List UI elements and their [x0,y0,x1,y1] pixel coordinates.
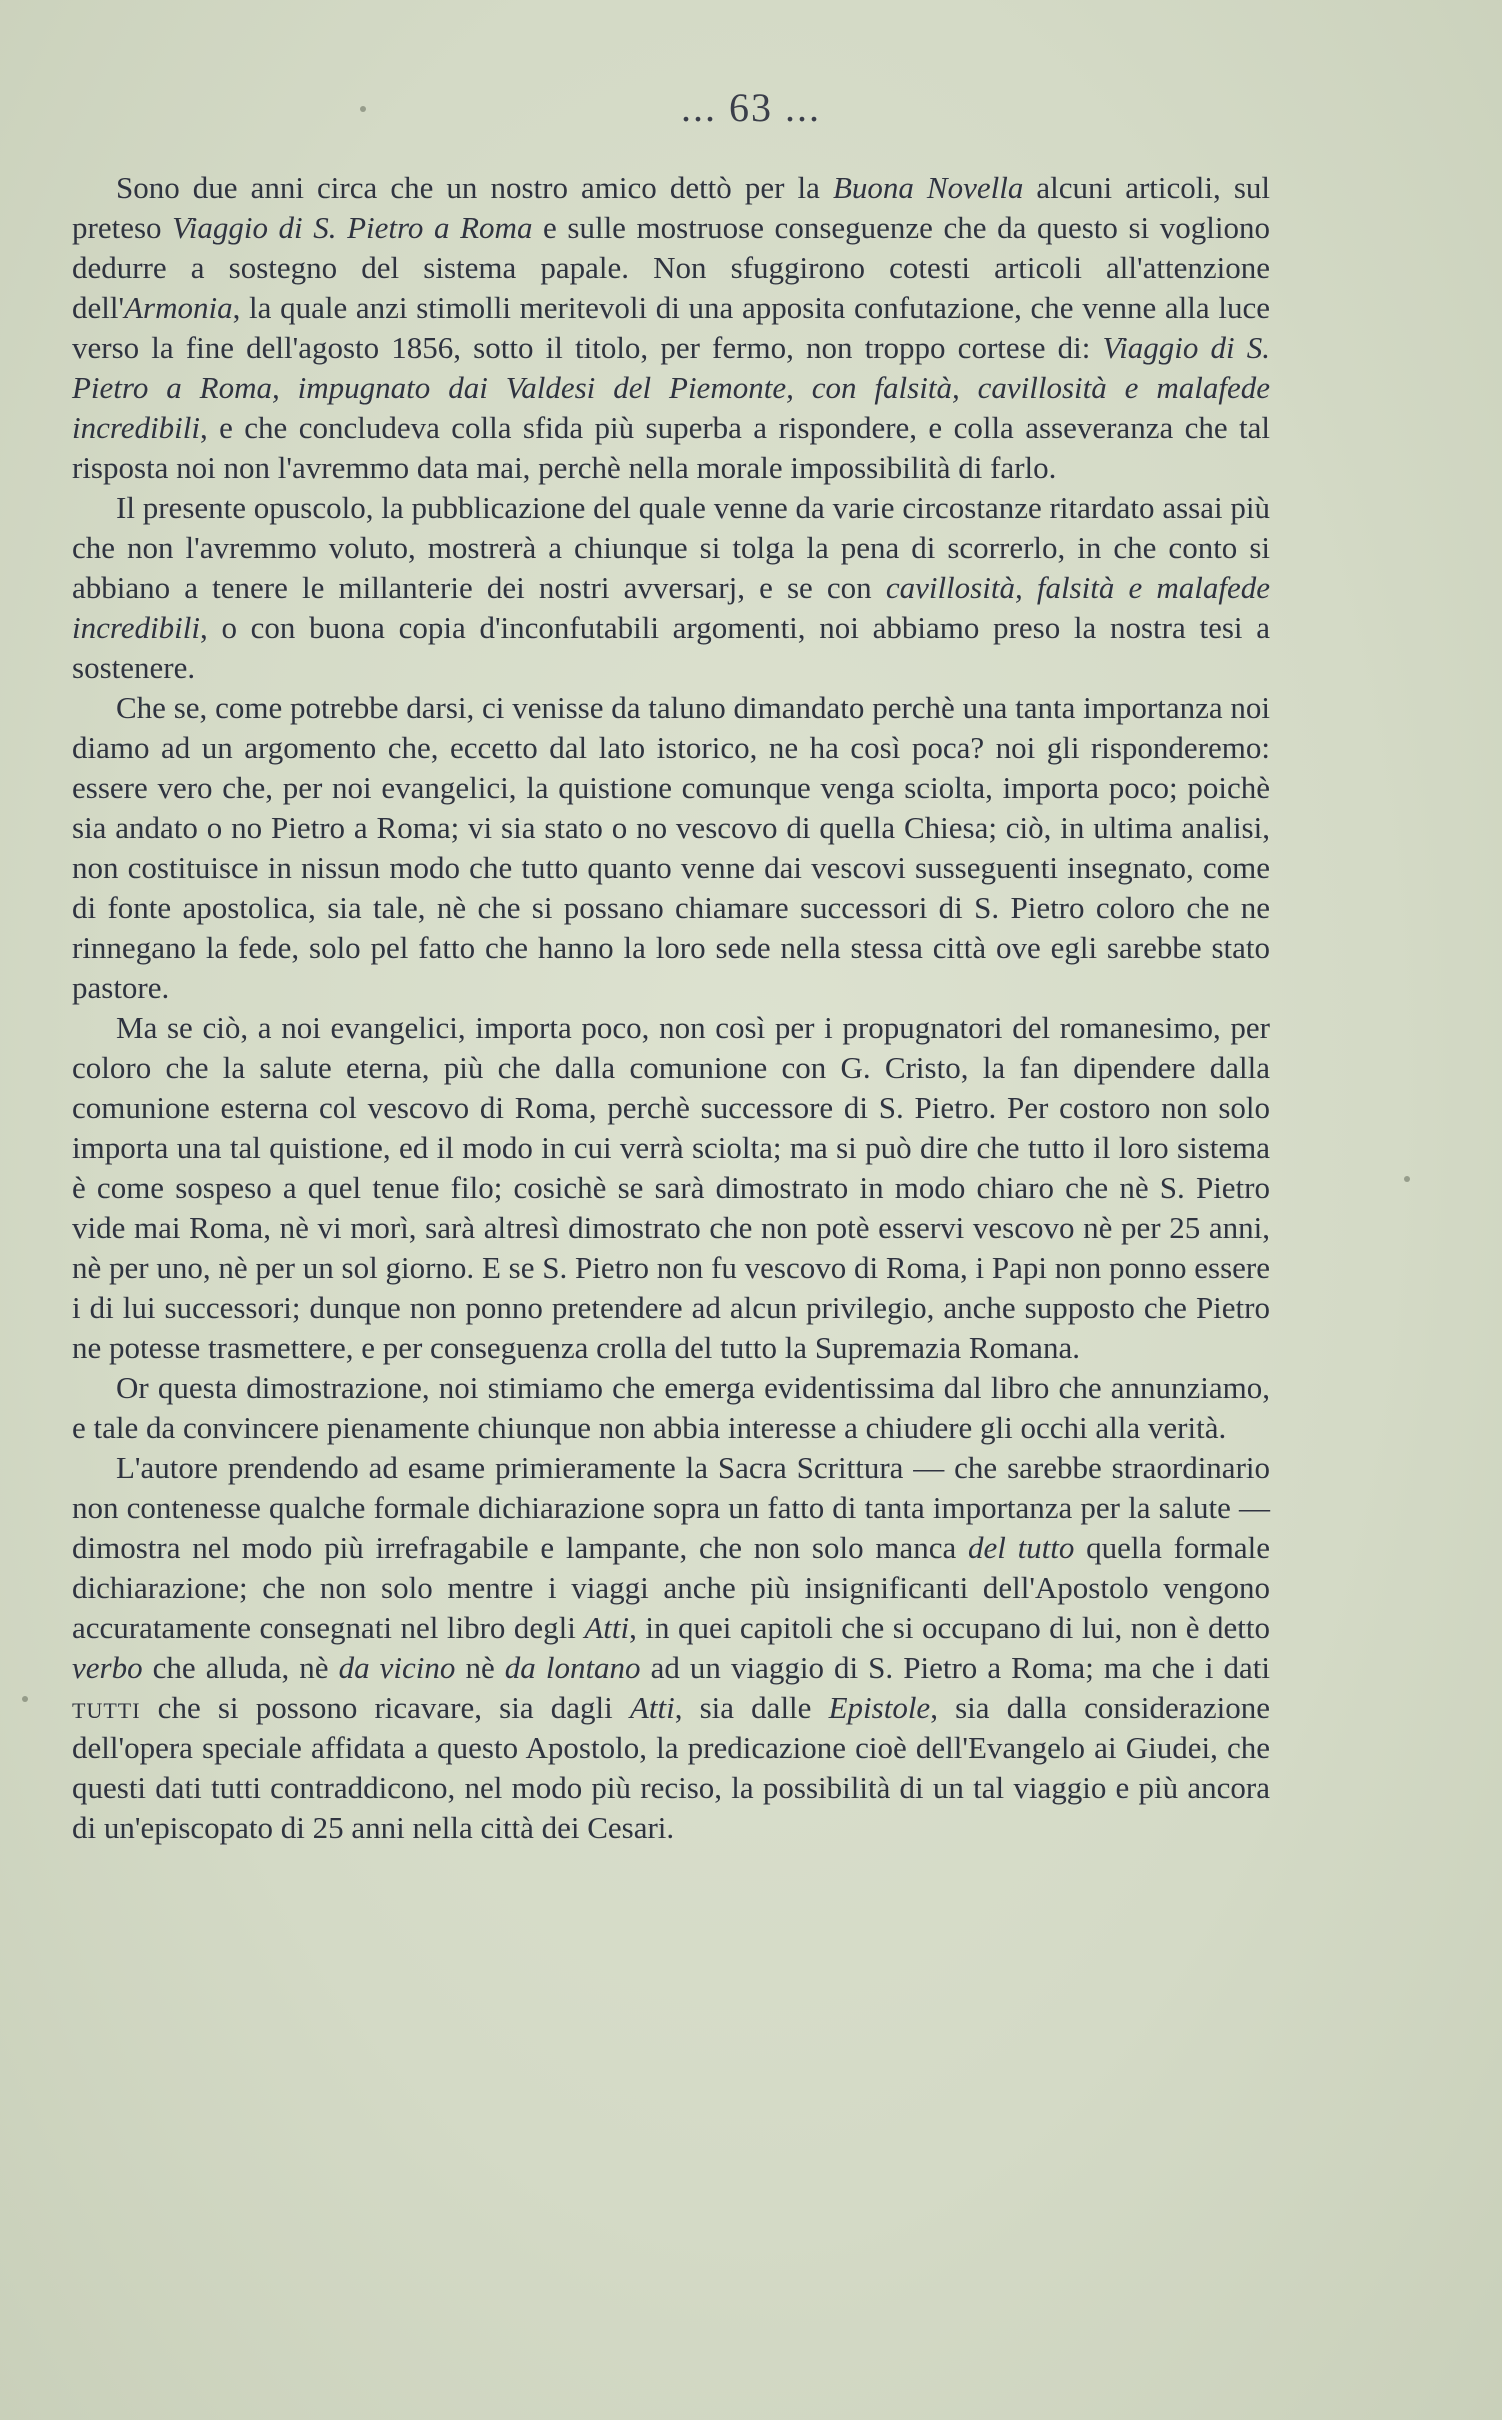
paragraph [72,168,1270,488]
text-run: Or questa dimostrazione, noi stimiamo che emerga evidentissima dal libro che annunziamo, e tale da convincere pienamente chiunque non abbia interesse a chiudere gli occhi alla verità. [72,1370,1270,1445]
italic-text: Viaggio di S. Pietro a Roma [172,210,533,245]
paragraph [72,488,1270,688]
small-caps-text: tutti [72,1690,141,1725]
text-run: , o con buona copia d'inconfutabili argomenti, noi abbiamo preso la nostra tesi a sostenere. [72,610,1270,685]
page-speck [22,1696,28,1702]
text-run: quella formale dichiarazione; che non solo mentre i viaggi anche più insignificanti dell'Apostolo vengono accuratamente consegnati nel libro degli [72,1530,1270,1645]
text-run: che si possono ricavare, sia dagli [140,1690,630,1725]
text-run: ad un viaggio di S. Pietro a Roma; ma che i dati [640,1650,1271,1685]
text-run: , in quei capitoli che si occupano di lui, non è detto [629,1610,1270,1645]
text-run: Sono due anni circa che un nostro amico dettò per la [116,170,833,205]
text-run: Il presente opuscolo, la pubblicazione del quale venne da varie circostanze ritardato assai più che non l'avremmo voluto, mostrerà a chiunque si tolga la pena di scorrerlo, in che conto si abbiano a tenere le millanterie dei nostri avversarj, e se con [72,490,1270,605]
text-run: L'autore prendendo ad esame primieramente la Sacra Scrittura — che sarebbe straordinario non contenesse qualche formale dichiarazione sopra un fatto di tanta importanza per la salute — dimostra nel modo più irrefragabile e lampante, che non solo manca [72,1450,1270,1565]
text-run: , sia dalle [674,1690,829,1725]
italic-text: cavillosità, falsità e malafede incredibili [72,570,1270,645]
body-text [72,168,1270,1848]
text-run: nè [455,1650,505,1685]
page-speck [1404,1176,1410,1182]
italic-text: Atti [629,1690,675,1725]
text-run: , la quale anzi stimolli meritevoli di una apposita confutazione, che venne alla luce verso la fine dell'agosto 1856, sotto il titolo, per fermo, non troppo cortese di: [72,290,1270,365]
paragraph [72,1368,1270,1448]
text-run: , e che concludeva colla sfida più superba a rispondere, e colla asseveranza che tal risposta noi non l'avremmo data mai, perchè nella morale impossibilità di farlo. [72,410,1270,485]
text-run: e sulle mostruose conseguenze che da questo si vogliono dedurre a sostegno del sistema papale. Non sfuggirono cotesti articoli all'attenzione dell' [72,210,1270,325]
italic-text: del tutto [967,1530,1075,1565]
paragraph [72,1008,1270,1368]
text-run: , sia dalla considerazione dell'opera speciale affidata a questo Apostolo, la predicazione cioè dell'Evangelo ai Giudei, che questi dati tutti contraddicono, nel modo più reciso, la possibilità di un tal viaggio e più ancora di un'episcopato di 25 anni nella città dei Cesari. [72,1690,1271,1845]
paragraph [72,688,1270,1008]
italic-text: Buona Novella [832,170,1024,205]
italic-text: verbo [72,1650,143,1685]
italic-text: da lontano [504,1650,641,1685]
italic-text: Viaggio di S. Pietro a Roma, impugnato dai Valdesi del Piemonte, con falsità, cavillosità e malafede incredibili [72,330,1270,445]
text-run: Che se, come potrebbe darsi, ci venisse da taluno dimandato perchè una tanta importanza noi diamo ad un argomento che, eccetto dal lato istorico, ne ha così poca? noi gli risponderemo: essere vero che, per noi evangelici, la quistione comunque venga sciolta, importa poco; poichè sia andato o no Pietro a Roma; vi sia stato o no vescovo di quella Chiesa; ciò, in ultima analisi, non costituisce in nissun modo che tutto quanto venne dai vescovi susseguenti insegnato, come di fonte apostolica, sia tale, nè che si possano chiamare successori di S. Pietro coloro che ne rinnegano la fede, solo pel fatto che hanno la loro sede nella stessa città ove egli sarebbe stato pastore. [72,690,1270,1005]
italic-text: Armonia [124,290,233,325]
italic-text: Atti [584,1610,630,1645]
text-run: Ma se ciò, a noi evangelici, importa poco, non così per i propugnatori del romanesimo, per coloro che la salute eterna, più che dalla comunione con G. Cristo, la fan dipendere dalla comunione esterna col vescovo di Roma, perchè successore di S. Pietro. Per costoro non solo importa una tal quistione, ed il modo in cui verrà sciolta; ma si può dire che tutto il loro sistema è come sospeso a quel tenue filo; cosichè se sarà dimostrato in modo chiaro che nè S. Pietro vide mai Roma, nè vi morì, sarà altresì dimostrato che non potè esservi vescovo nè per 25 anni, nè per uno, nè per un sol giorno. E se S. Pietro non fu vescovo di Roma, i Papi non ponno essere i di lui successori; dunque non ponno pretendere ad alcun privilegio, anche supposto che Pietro ne potesse trasmettere, e per conseguenza crolla del tutto la Supremazia Romana. [72,1010,1270,1365]
text-run: alcuni articoli, sul preteso [72,170,1270,245]
paragraph [72,1448,1270,1848]
text-run: che alluda, nè [142,1650,339,1685]
italic-text: da vicino [338,1650,456,1685]
page-number: ... 63 ... [681,85,821,130]
italic-text: Epistole [828,1690,931,1725]
